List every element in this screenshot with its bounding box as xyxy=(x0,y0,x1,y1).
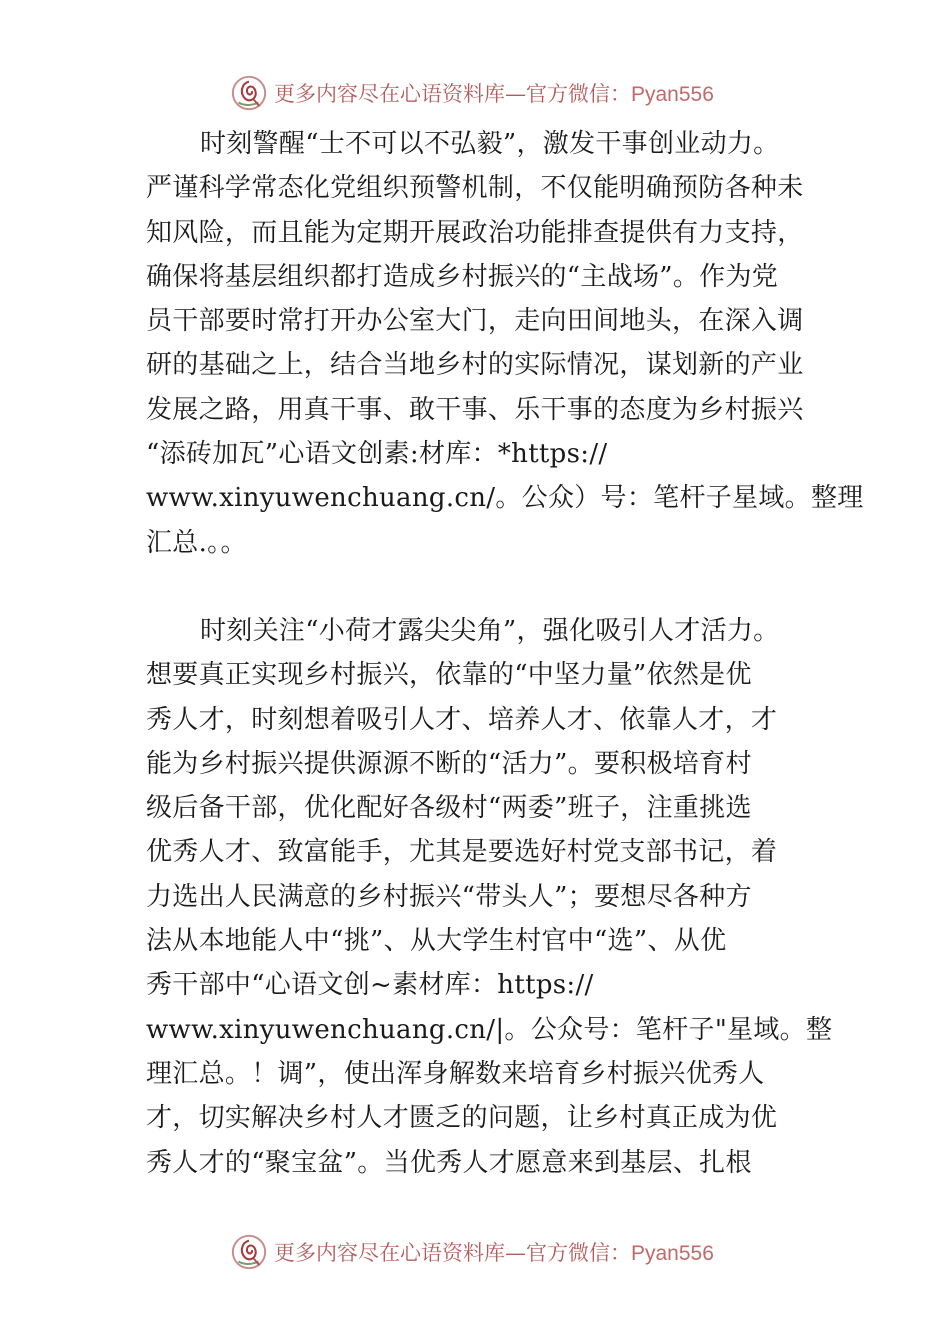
header-banner xyxy=(230,73,750,113)
text-line: 时刻警醒“士不可以不弘毅”，激发干事创业动力。 xyxy=(200,129,780,159)
paragraph-2 xyxy=(146,609,836,1185)
text-line: 法从本地能人中“挑”、从大学生村官中“选”、从优 xyxy=(146,926,727,957)
paragraph-gap xyxy=(146,565,836,609)
wechat-id: Pyan556 xyxy=(631,1242,714,1265)
text-line: 确保将基层组织都打造成乡村振兴的“主战场”。作为党 xyxy=(146,261,779,292)
rose-logo-icon xyxy=(230,1233,268,1271)
text-line: 员干部要时常打开办公室大门，走向田间地头，在深入调 xyxy=(146,306,804,337)
text-line: 级后备干部，优化配好各级村“两委”班子，注重挑选 xyxy=(146,793,752,824)
text-line: 能为乡村振兴提供源源不断的“活力”。要积极培育村 xyxy=(146,748,752,779)
footer-banner xyxy=(230,1232,750,1272)
text-line: 秀干部中“心语文创~素材库：https:// xyxy=(146,970,594,1001)
paragraph-1 xyxy=(146,122,864,565)
text-line: 时刻关注“小荷才露尖尖角”，强化吸引人才活力。 xyxy=(200,615,780,646)
text-line: 想要真正实现乡村振兴，依靠的“中坚力量”依然是优 xyxy=(146,660,752,691)
text-line: 严谨科学常态化党组织预警机制，不仅能明确预防各种未 xyxy=(146,173,804,204)
banner-text: 更多内容尽在心语资料库—官方微信：Pyan556 xyxy=(274,82,714,106)
text-line: www.xinyuwenchuang.cn/|。公众号：笔杆子"星域。整 xyxy=(146,1014,833,1045)
text-line: 力选出人民满意的乡村振兴“带头人”；要想尽各种方 xyxy=(146,881,752,912)
rose-logo-icon xyxy=(230,74,268,112)
banner-text: 更多内容尽在心语资料库—官方微信：Pyan556 xyxy=(274,1241,714,1265)
text-line: 汇总.。。 xyxy=(146,527,247,558)
text-line: 知风险，而且能为定期开展政治功能排查提供有力支持， xyxy=(146,217,804,248)
document-body xyxy=(146,122,864,1185)
wechat-id: Pyan556 xyxy=(631,83,714,106)
text-line: 才，切实解决乡村人才匮乏的问题，让乡村真正成为优 xyxy=(146,1103,778,1134)
text-line: 优秀人才、致富能手，尤其是要选好村党支部书记，着 xyxy=(146,837,778,868)
text-line: 秀人才的“聚宝盆”。当优秀人才愿意来到基层、扎根 xyxy=(146,1147,752,1178)
text-line: 发展之路，用真干事、敢干事、乐干事的态度为乡村振兴 xyxy=(146,394,804,425)
text-line: 秀人才，时刻想着吸引人才、培养人才、依靠人才，才 xyxy=(146,704,778,735)
text-line: www.xinyuwenchuang.cn/。公众）号：笔杆子星域。整理 xyxy=(146,483,864,514)
text-line: “添砖加瓦”心语文创素:材库：*https:// xyxy=(146,439,608,470)
text-line: 理汇总。！调”，使出浑身解数来培育乡村振兴优秀人 xyxy=(146,1058,765,1089)
text-line: 研的基础之上，结合当地乡村的实际情况，谋划新的产业 xyxy=(146,350,804,381)
